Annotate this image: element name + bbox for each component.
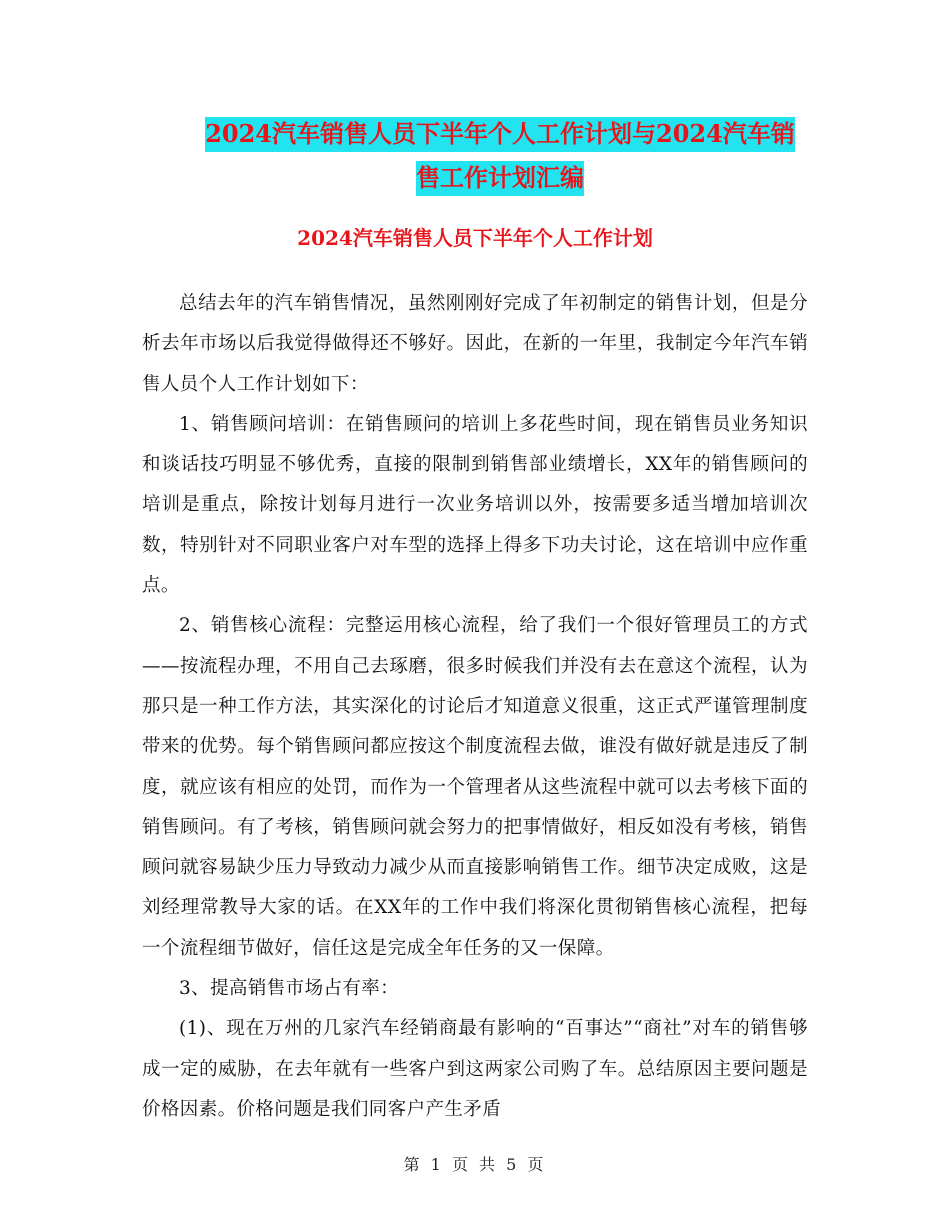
section-title: 2024汽车销售人员下半年个人工作计划 [297,226,653,250]
paragraph-intro: 总结去年的汽车销售情况，虽然刚刚好完成了年初制定的销售计划，但是分析去年市场以后我觉得做得还不够好。因此，在新的一年里，我制定今年汽车销售人员个人工作计划如下： [142,293,808,395]
paragraph-core-process: 2、销售核心流程：完整运用核心流程，给了我们一个很好管理员工的方式——按流程办理，不用自己去琢磨，很多时候我们并没有去在意这个流程，认为那只是一种工作方法，其实深化的讨论后才知道意义很重，这正式严谨管理制度带来的优势。每个销售顾问都应按这个制度流程去做，谁没有做好就是违反了制度，就应该有相应的处罚，而作为一个管理者从这些流程中就可以去考核下面的销售顾问。有了考核，销售顾问就会努力的把事情做好，相反如没有考核，销售顾问就容易缺少压力导致动力减少从而直接影响销售工作。细节决定成败，这是刘经理常教导大家的话。在XX年的工作中我们将深化贯彻销售核心流程，把每一个流程细节做好，信任这是完成全年任务的又一保障。 [142,615,808,959]
body-text [142,284,808,1130]
title-line-1: 2024汽车销售人员下半年个人工作计划与2024汽车销 [205,117,795,152]
document-title [150,112,850,200]
paragraph-market-share: 3、提高销售市场占有率： [179,978,400,1000]
page-number: 第 1 页 共 5 页 [403,1155,547,1174]
paragraph-training: 1、销售顾问培训：在销售顾问的培训上多花些时间，现在销售员业务知识和谈话技巧明显不够优秀，直接的限制到销售部业绩增长，XX年的销售顾问的培训是重点，除按计划每月进行一次业务培训以外，按需要多适当增加培训次数，特别针对不同职业客户对车型的选择上得多下功夫讨论，这在培训中应作重点。 [142,413,808,597]
title-line-2: 售工作计划汇编 [416,161,584,196]
page-footer [0,1152,950,1175]
paragraph-competition: (1)、现在万州的几家汽车经销商最有影响的“百事达”“商社”对车的销售够成一定的威胁，在去年就有一些客户到这两家公司购了车。总结原因主要问题是价格因素。价格问题是我们同客户产生矛盾 [142,1018,808,1120]
